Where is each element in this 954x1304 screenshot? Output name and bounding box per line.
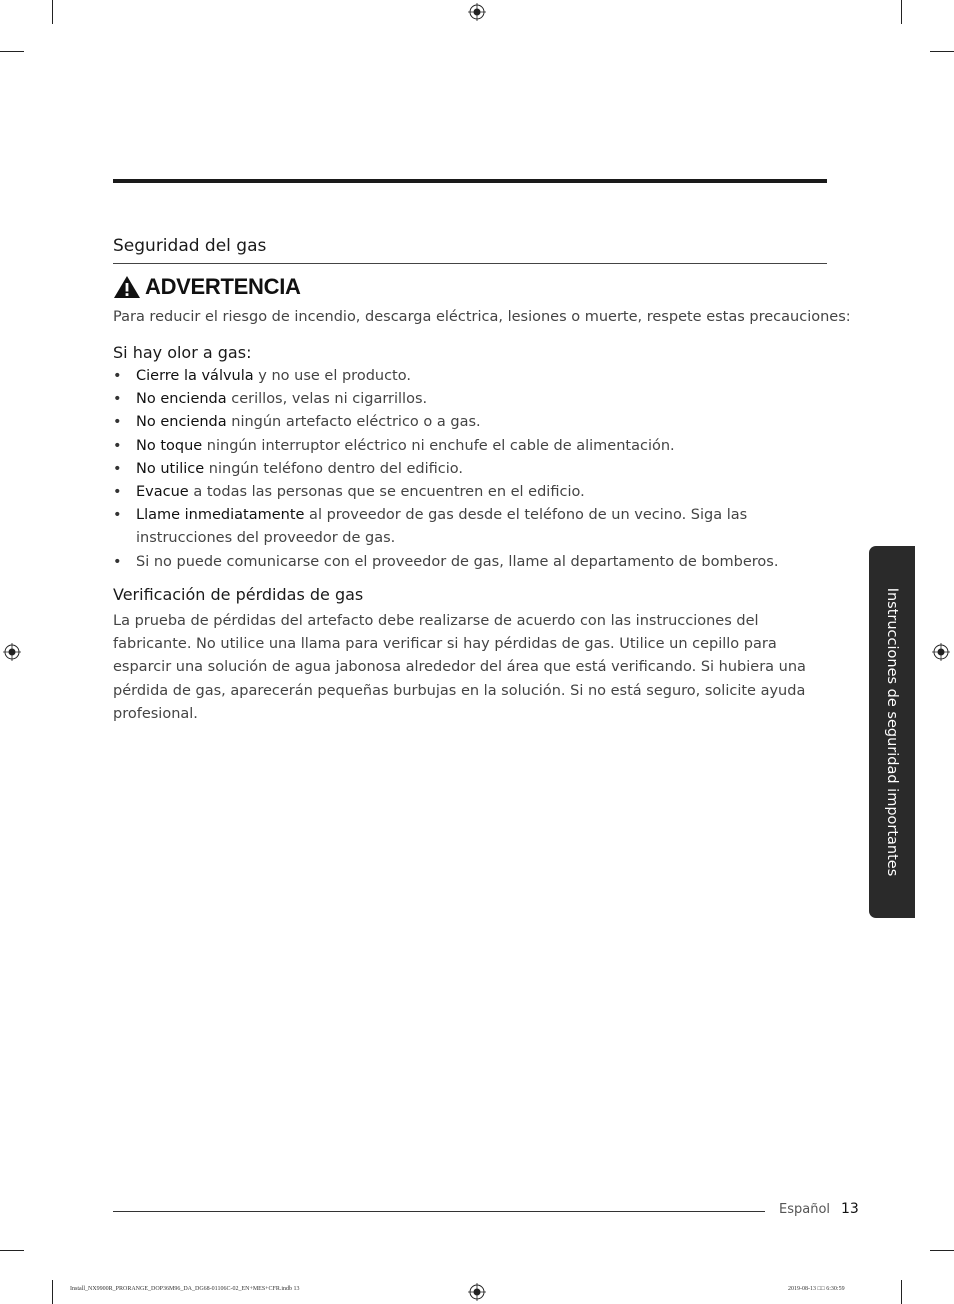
registration-mark-icon — [468, 1283, 486, 1301]
list-item-text: y no use el producto. — [253, 368, 411, 384]
crop-mark — [0, 51, 24, 52]
bullet-icon: • — [113, 484, 122, 501]
section-title: Seguridad del gas — [113, 236, 267, 256]
registration-mark-icon — [468, 3, 486, 21]
crop-mark — [930, 51, 954, 52]
list-item — [113, 388, 823, 411]
chapter-side-tab-label: Instrucciones de seguridad importantes — [884, 587, 900, 877]
list-item — [113, 481, 823, 504]
bullet-icon: • — [113, 391, 122, 408]
bullet-icon: • — [113, 437, 122, 454]
list-item-text: ningún artefacto eléctrico o a gas. — [226, 414, 481, 431]
crop-mark — [52, 0, 53, 24]
print-slug-file: Install_NX9900R_PRORANGE_DOP36M96_DA_DG68-01106C-02_EN+MES+CFR.indb 13 — [70, 1286, 300, 1292]
crop-mark — [901, 1280, 902, 1304]
page-number: 13 — [841, 1201, 859, 1217]
leak-check-body: La prueba de pérdidas del artefacto debe realizarse de acuerdo con las instrucciones del fabricante. No utilice una llama para verificar si hay pérdidas de gas. Utilice un cepillo para esparcir una solución de agua jabonosa alrededor del área que está verificando. Si hubiera una pérdida de gas, aparecerán pequeñas burbujas en la solución. Si no está seguro, solicite ayuda profesional. — [113, 613, 806, 722]
list-item-emphasis: No encienda — [136, 414, 227, 431]
print-slug-timestamp: 2019-08-13 □□ 6:30:59 — [788, 1286, 845, 1292]
list-item — [113, 504, 823, 550]
bullet-icon: • — [113, 553, 122, 570]
list-item — [113, 365, 823, 388]
list-item-text: a todas las personas que se encuentren en el edificio. — [188, 484, 585, 501]
crop-mark — [0, 1250, 24, 1251]
list-item-emphasis: Evacue — [136, 484, 189, 501]
bullet-icon: • — [113, 507, 122, 524]
list-item-emphasis: Cierre la válvula — [136, 368, 254, 384]
gas-smell-heading: Si hay olor a gas: — [113, 343, 252, 362]
registration-mark-icon — [932, 643, 950, 661]
top-rule — [113, 179, 827, 183]
warning-header — [113, 274, 301, 300]
gas-smell-list — [113, 365, 823, 574]
warning-triangle-icon — [113, 275, 141, 299]
list-item-emphasis: Llame inmediatamente — [136, 507, 305, 524]
list-item-text: al proveedor de gas desde el teléfono de un vecino. Siga las instrucciones del proveedor de gas. — [136, 507, 748, 547]
list-item — [113, 551, 823, 574]
list-item-emphasis: No utilice — [136, 460, 205, 477]
bullet-icon: • — [113, 368, 122, 384]
registration-mark-icon — [3, 643, 21, 661]
warning-label: ADVERTENCIA — [145, 274, 301, 299]
list-item-text: cerillos, velas ni cigarrillos. — [226, 391, 428, 408]
crop-mark — [52, 1280, 53, 1304]
bullet-icon: • — [113, 414, 122, 431]
list-item-text: ningún interruptor eléctrico ni enchufe el cable de alimentación. — [202, 437, 675, 454]
footer-rule — [113, 1211, 765, 1212]
list-item-emphasis: No toque — [136, 437, 203, 454]
bullet-icon: • — [113, 460, 122, 477]
warning-intro: Para reducir el riesgo de incendio, descarga eléctrica, lesiones o muerte, respete estas precauciones: — [113, 309, 851, 325]
crop-mark — [901, 0, 902, 24]
list-item — [113, 458, 823, 481]
section-divider — [113, 263, 827, 264]
chapter-side-tab — [869, 546, 915, 918]
leak-check-heading: Verificación de pérdidas de gas — [113, 585, 364, 604]
list-item — [113, 435, 823, 458]
list-item-emphasis: No encienda — [136, 391, 227, 408]
list-item-text: Si no puede comunicarse con el proveedor de gas, llame al departamento de bomberos. — [136, 553, 779, 570]
list-item-text: ningún teléfono dentro del edificio. — [204, 460, 463, 477]
list-item — [113, 411, 823, 434]
crop-mark — [930, 1250, 954, 1251]
footer-language: Español — [779, 1202, 831, 1217]
